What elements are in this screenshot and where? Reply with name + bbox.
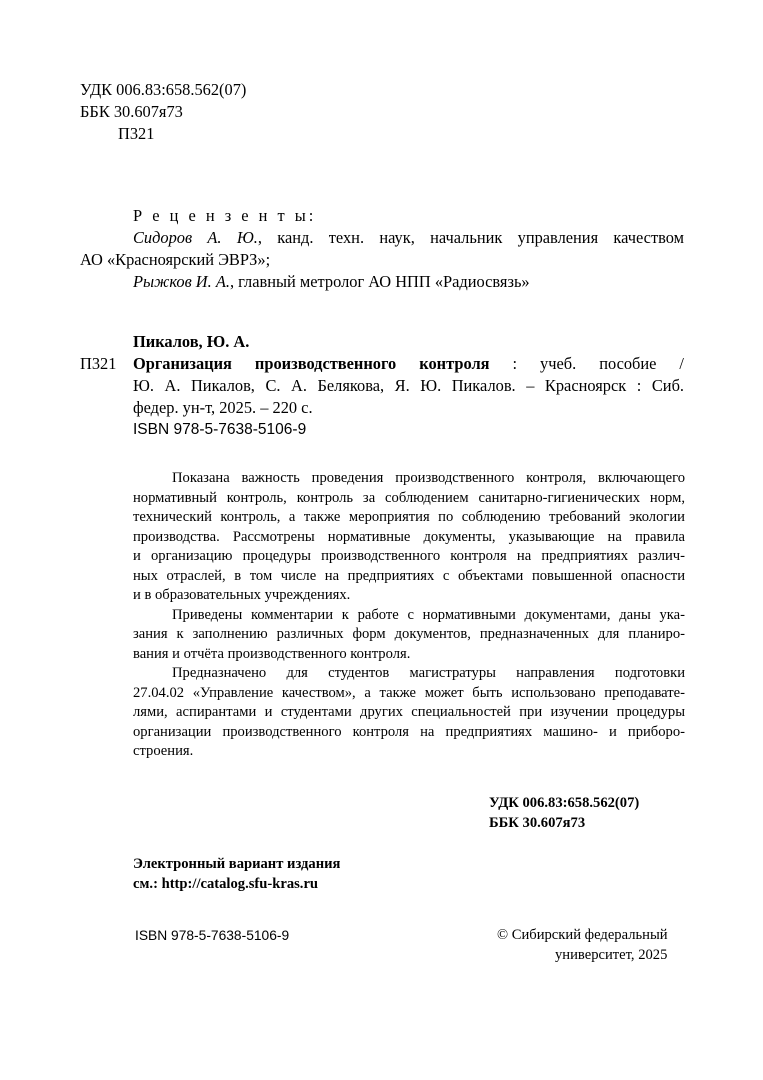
bib-line3: федер. ун-т, 2025. – 220 с.	[133, 398, 313, 417]
reviewer-2	[133, 271, 530, 293]
classification-udk: УДК 006.83:658.562(07)	[489, 795, 640, 811]
bib-title: Организация производственного контроля	[133, 354, 490, 373]
abstract-p3-line1: Предназначено для студентов магистратуры направления подготовки	[172, 665, 685, 681]
footer-copyright-line1: © Сибирский федеральный	[497, 927, 668, 943]
electronic-url[interactable]: см.: http://catalog.sfu-kras.ru	[133, 875, 319, 892]
abstract-p1-line1: Показана важность проведения производственного контроля, включающего	[172, 470, 685, 486]
abstract-p3-line4: организации производственного контроля на предприятиях машино- и приборо-	[133, 723, 685, 740]
abstract-p1-line3: технический контроль, а также мероприятия по соблюдению требований экологии	[133, 509, 685, 525]
electronic-line1: Электронный вариант издания	[133, 856, 341, 872]
bib-line1-rest: : учеб. пособие /	[489, 354, 684, 373]
reviewer-1-name: Сидоров А. Ю.	[133, 228, 258, 247]
abstract-p1-line7: и в образовательных учреждениях.	[133, 587, 351, 603]
bib-line2: Ю. А. Пикалов, С. А. Белякова, Я. Ю. Пикалов. – Красноярск : Сиб.	[133, 376, 684, 395]
footer-isbn: ISBN 978-5-7638-5106-9	[135, 928, 290, 943]
reviewer-1-line1	[133, 227, 684, 249]
abstract-p2-line2: зания к заполнению различных форм документов, предназначенных для планиро-	[133, 626, 685, 642]
abstract-p3-line5: строения.	[133, 743, 194, 759]
bib-author: Пикалов, Ю. А.	[133, 332, 250, 351]
abstract-p2-line1: Приведены комментарии к работе с нормативными документами, даны ука-	[172, 606, 685, 623]
header-udk: УДК 006.83:658.562(07)	[80, 80, 247, 99]
reviewer-1-position: , канд. техн. наук, начальник управления качеством	[257, 228, 684, 247]
abstract-p1-line4: производства. Рассмотрены нормативные документы, указывающие на правила	[133, 528, 685, 545]
abstract-p1-line5: и организацию процедуры производственного контроля на предприятиях различ-	[133, 548, 685, 564]
bib-isbn: ISBN 978-5-7638-5106-9	[133, 421, 307, 438]
footer-copyright-line2: университет, 2025	[555, 946, 668, 963]
abstract-p3-line3: лями, аспирантами и студентами других специальностей при изучении процедуры	[133, 704, 685, 720]
abstract-p3-line2: 27.04.02 «Управление качеством», а также может быть использовано преподавате-	[133, 684, 685, 701]
header-code: П321	[118, 124, 155, 143]
bib-code: П321	[80, 354, 117, 373]
classification-bbk: ББК 30.607я73	[489, 814, 586, 831]
abstract-p2-line3: вания и отчёта производственного контроля.	[133, 645, 411, 662]
reviewer-2-name: Рыжков И. А.	[133, 272, 230, 291]
reviewer-1-line2: АО «Красноярский ЭВРЗ»;	[80, 250, 271, 269]
abstract-p1-line2: нормативный контроль, контроль за соблюдением санитарно-гигиенических норм,	[133, 489, 685, 506]
header-bbk: ББК 30.607я73	[80, 102, 183, 121]
abstract-p1-line6: ных отраслей, в том числе на предприятиях с объектами повышенной опасности	[133, 567, 685, 584]
bib-line1	[133, 353, 684, 375]
reviewer-2-position: , главный метролог АО НПП «Радиосвязь»	[229, 272, 530, 291]
reviewers-heading: Р е ц е н з е н т ы:	[133, 206, 317, 225]
